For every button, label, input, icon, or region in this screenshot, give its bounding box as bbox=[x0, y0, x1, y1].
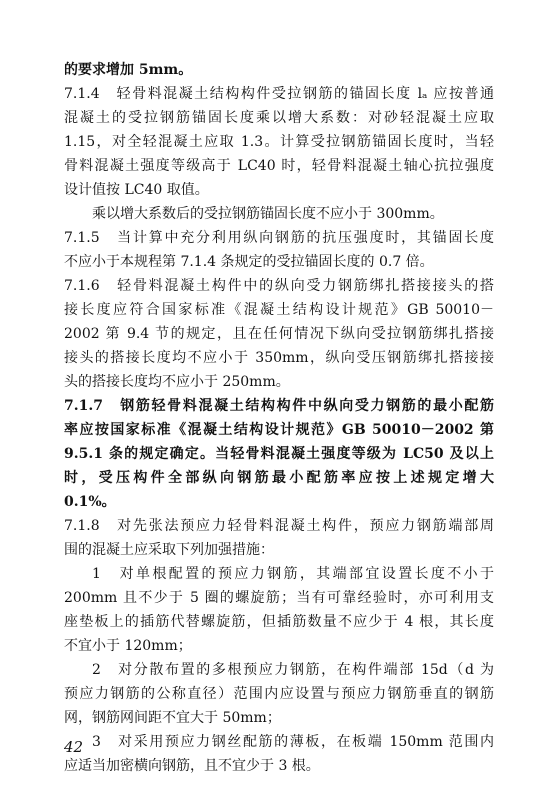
text-line: 200mm 且不少于 5 圈的螺旋筋；当有可靠经验时，亦可利用支 bbox=[64, 590, 494, 606]
text-line: 1.15，对全轻混凝土应取 1.3。计算受拉钢筋锚固长度时，当轻 bbox=[64, 134, 494, 150]
text-line: 接头的搭接长度均不应小于 350mm，纵向受压钢筋绑扎搭接接 bbox=[64, 350, 494, 366]
text-line: 不宜小于 120mm； bbox=[64, 638, 192, 654]
text-line: 座垫板上的插筋代替螺旋筋，但插筋数量不应少于 4 根，其长度 bbox=[64, 614, 494, 630]
clause-7-1-7-line: 7.1.7 钢筋轻骨料混凝土结构构件中纵向受力钢筋的最小配筋 bbox=[64, 398, 494, 414]
text-line: 设计值按 LC40 取值。 bbox=[64, 182, 209, 198]
text-line: 的要求增加 5mm。 bbox=[64, 62, 193, 78]
text-line: 接长度应符合国家标准《混凝土结构设计规范》GB 50010－ bbox=[64, 302, 494, 318]
text-line: 0.1%。 bbox=[64, 494, 116, 510]
text-line: 骨料混凝土强度等级高于 LC40 时，轻骨料混凝土轴心抗拉强度 bbox=[64, 158, 494, 174]
text-line: 网，钢筋网间距不宜大于 50mm； bbox=[64, 710, 281, 726]
text-line: 围的混凝土应采取下列加强措施： bbox=[64, 542, 274, 558]
text-line: 2002 第 9.4 节的规定，且在任何情况下纵向受拉钢筋绑扎搭接 bbox=[64, 326, 494, 342]
item-2-line: 2 对分散布置的多根预应力钢筋，在构件端部 15d（d 为 bbox=[92, 662, 494, 678]
text-line: 时，受压构件全部纵向钢筋最小配筋率应按上述规定增大 bbox=[64, 470, 494, 486]
text-line: 率应按国家标准《混凝土结构设计规范》GB 50010－2002 第 bbox=[64, 422, 494, 438]
clause-7-1-4-line: 7.1.4 轻骨料混凝土结构构件受拉钢筋的锚固长度 lₐ 应按普通 bbox=[64, 86, 494, 102]
page-number: 42 bbox=[64, 738, 84, 756]
item-1-line: 1 对单根配置的预应力钢筋，其端部宜设置长度不小于 bbox=[92, 566, 494, 582]
text-line: 混凝土的受拉钢筋锚固长度乘以增大系数：对砂轻混凝土应取 bbox=[64, 110, 494, 126]
clause-7-1-5-line: 7.1.5 当计算中充分利用纵向钢筋的抗压强度时，其锚固长度 bbox=[64, 230, 494, 246]
text-line: 头的搭接长度均不应小于 250mm。 bbox=[64, 374, 290, 390]
text-line: 9.5.1 条的规定确定。当轻骨料混凝土强度等级为 LC50 及以上 bbox=[64, 446, 494, 462]
text-line: 预应力钢筋的公称直径）范围内应设置与预应力钢筋垂直的钢筋 bbox=[64, 686, 494, 702]
text-line: 应适当加密横向钢筋，且不宜少于 3 根。 bbox=[64, 758, 320, 774]
text-line: 不应小于本规程第 7.1.4 条规定的受拉锚固长度的 0.7 倍。 bbox=[64, 254, 434, 270]
text-line: 乘以增大系数后的受拉钢筋锚固长度不应小于 300mm。 bbox=[92, 206, 444, 222]
item-3-line: 3 对采用预应力钢丝配筋的薄板，在板端 150mm 范围内 bbox=[92, 734, 494, 750]
clause-7-1-6-line: 7.1.6 轻骨料混凝土构件中的纵向受力钢筋绑扎搭接接头的搭 bbox=[64, 278, 494, 294]
clause-7-1-8-line: 7.1.8 对先张法预应力轻骨料混凝土构件，预应力钢筋端部周 bbox=[64, 518, 494, 534]
